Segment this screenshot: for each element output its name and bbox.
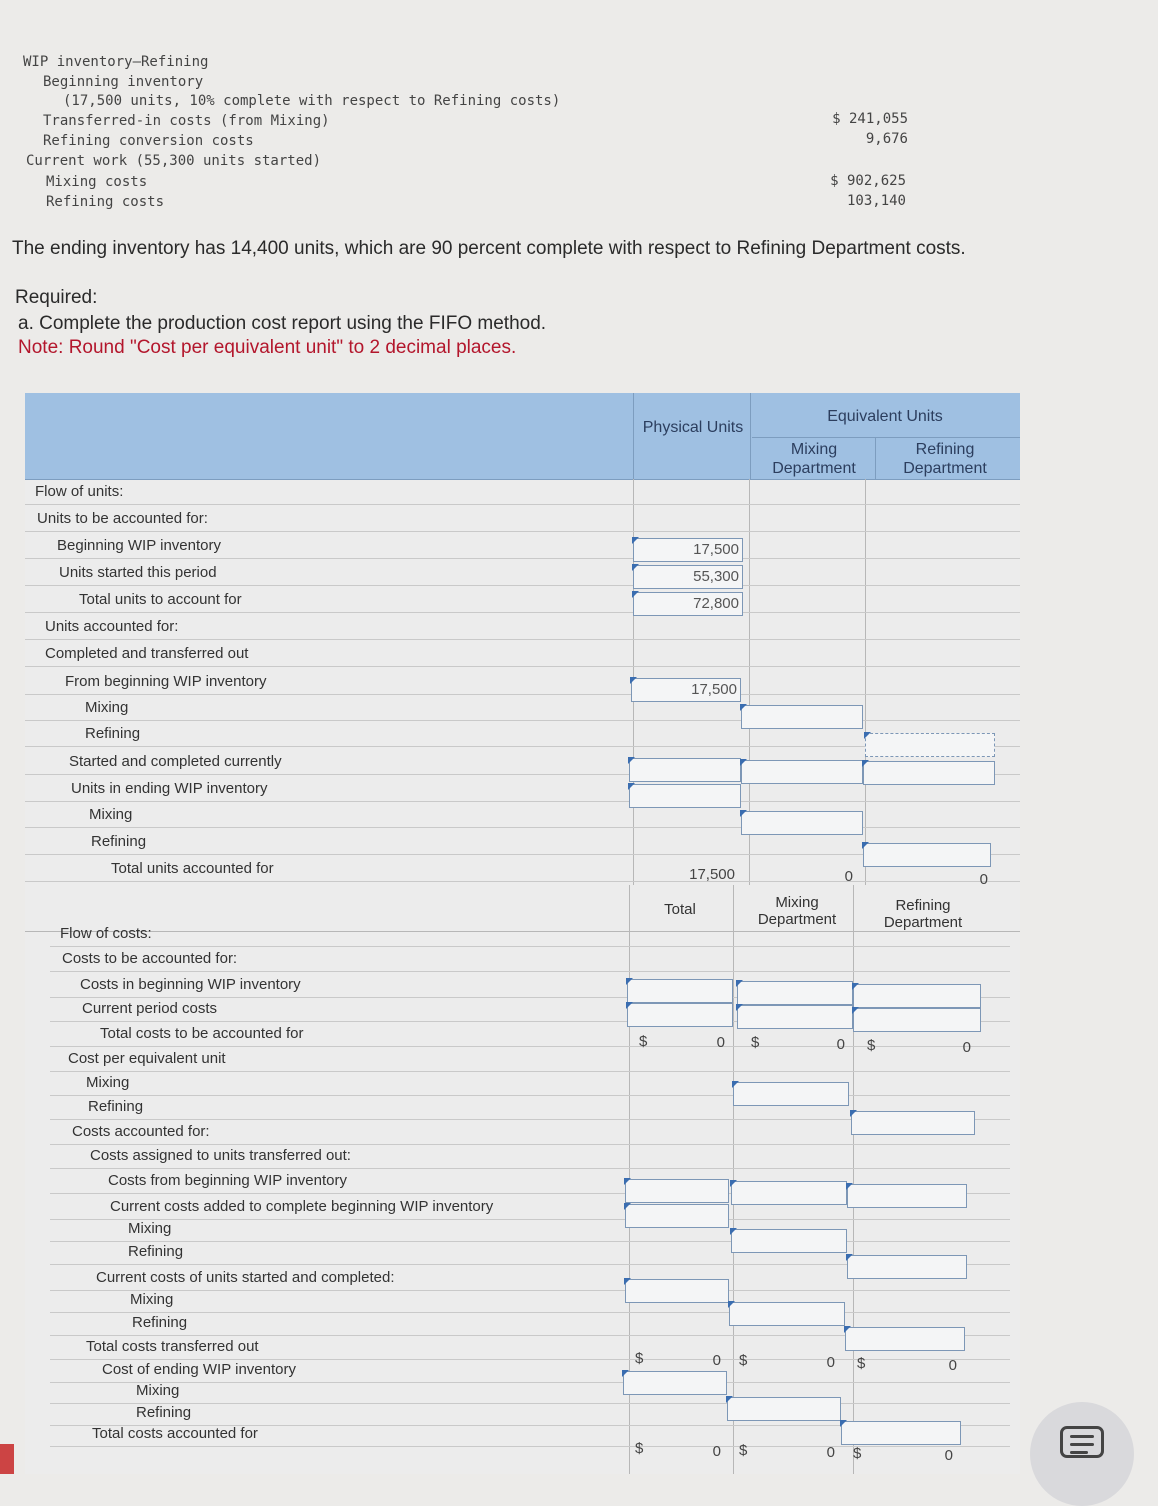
mixing-costs-value: $ 902,625 <box>830 173 906 189</box>
chat-icon[interactable] <box>1030 1402 1134 1506</box>
problem-title: WIP inventory—Refining <box>23 54 209 70</box>
costs-started-completed-label: Current costs of units started and completed: <box>96 1269 395 1286</box>
costs-to-be-accounted-label: Costs to be accounted for: <box>62 950 238 967</box>
mixing-label: Mixing <box>85 699 129 716</box>
production-cost-report <box>25 393 1020 1474</box>
units-started-label: Units started this period <box>59 564 217 581</box>
required-note: Note: Round "Cost per equivalent unit" to 2 decimal places. <box>18 337 517 358</box>
total-costs-accounted-label: Total costs accounted for <box>92 1425 258 1442</box>
current-work-label: Current work (55,300 units started) <box>26 153 322 169</box>
costs-total-header: Total <box>664 901 696 918</box>
total-cost-mixing-value: 0 <box>836 1036 845 1053</box>
flow-of-costs-label: Flow of costs: <box>60 925 152 942</box>
total-physical-units-value: 17,500 <box>689 866 735 883</box>
cpeu-refining-input[interactable] <box>851 1111 975 1135</box>
from-beginning-wip-label: From beginning WIP inventory <box>65 673 267 690</box>
mixing-dept-header: Mixing Department <box>772 441 856 477</box>
from-beginning-wip-units-input[interactable]: 17,500 <box>631 678 741 702</box>
total-refining-eu-value: 0 <box>979 871 988 888</box>
costs-from-beginning-label: Costs from beginning WIP inventory <box>108 1172 347 1189</box>
completed-transferred-label: Completed and transferred out <box>45 645 249 662</box>
costs-mixing-header: Mixing Department <box>757 894 837 928</box>
costs-refining-header: Refining Department <box>883 897 963 931</box>
added-mixing-input[interactable] <box>731 1229 847 1253</box>
total-units-to-account-input[interactable]: 72,800 <box>633 592 743 616</box>
total-costs-to-account-label: Total costs to be accounted for <box>100 1025 304 1042</box>
beg-wip-total-cost-input[interactable] <box>627 979 733 1003</box>
cpeu-mixing-input[interactable] <box>733 1082 849 1106</box>
ewip-refining-label: Refining <box>136 1404 192 1421</box>
sc-refining-label: Refining <box>132 1314 188 1331</box>
transferred-mixing-value: 0 <box>826 1354 835 1371</box>
units-started-input[interactable]: 55,300 <box>633 565 743 589</box>
refining-cost-dollar: $ <box>867 1037 876 1054</box>
refining-costs-value: 103,140 <box>846 193 906 209</box>
current-costs-added-label: Current costs added to complete beginning WIP inventory <box>110 1198 494 1215</box>
accounted-refining-dollar: $ <box>853 1445 862 1462</box>
ending-refining-label: Refining <box>91 833 147 850</box>
transferred-refining-dollar: $ <box>857 1355 866 1372</box>
mixing-eu-from-beginning-input[interactable] <box>741 705 863 729</box>
corner-marker <box>0 1444 14 1474</box>
added-refining-input[interactable] <box>847 1255 967 1279</box>
ending-inventory-text: The ending inventory has 14,400 units, which are 90 percent complete with respect to Refining Department costs. <box>12 238 966 259</box>
started-completed-units-input[interactable] <box>629 758 741 782</box>
units-accounted-for-label: Units accounted for: <box>45 618 179 635</box>
ending-mixing-label: Mixing <box>89 806 133 823</box>
started-completed-label: Started and completed currently <box>69 753 282 770</box>
units-ending-wip-label: Units in ending WIP inventory <box>71 780 268 797</box>
required-part-a: a. Complete the production cost report using the FIFO method. <box>18 313 547 334</box>
refining-eu-from-beginning-input[interactable] <box>865 733 995 757</box>
ending-wip-total-input[interactable] <box>623 1371 727 1395</box>
current-period-costs-label: Current period costs <box>82 1000 218 1017</box>
physical-units-header: Physical Units <box>642 419 744 436</box>
cpeu-mixing-label: Mixing <box>86 1074 130 1091</box>
ending-wip-units-input[interactable] <box>629 784 741 808</box>
costs-beginning-wip-label: Costs in beginning WIP inventory <box>80 976 301 993</box>
added-mixing-label: Mixing <box>128 1220 172 1237</box>
sc-refining-input[interactable] <box>845 1327 965 1351</box>
total-units-to-account-label: Total units to account for <box>79 591 242 608</box>
added-total-input[interactable] <box>625 1204 729 1228</box>
refining-conv-value: 9,676 <box>865 131 908 147</box>
transferred-in-value: $ 241,055 <box>832 111 908 127</box>
mixing-costs-label: Mixing costs <box>46 174 148 190</box>
accounted-total-dollar: $ <box>635 1440 644 1457</box>
total-units-accounted-label: Total units accounted for <box>111 860 274 877</box>
accounted-refining-value: 0 <box>944 1447 953 1464</box>
sc-mixing-input[interactable] <box>729 1302 845 1326</box>
accounted-total-value: 0 <box>712 1443 721 1460</box>
started-completed-refining-input[interactable] <box>863 761 995 785</box>
cost-per-eu-label: Cost per equivalent unit <box>68 1050 226 1067</box>
transferred-in-label: Transferred-in costs (from Mixing) <box>43 113 330 129</box>
ending-wip-mixing-cost-input[interactable] <box>727 1397 841 1421</box>
refining-conv-label: Refining conversion costs <box>43 133 254 149</box>
transferred-mixing-dollar: $ <box>739 1352 748 1369</box>
ending-wip-mixing-input[interactable] <box>741 811 863 835</box>
added-refining-label: Refining <box>128 1243 184 1260</box>
costs-accounted-for-label: Costs accounted for: <box>72 1123 210 1140</box>
accounted-mixing-dollar: $ <box>739 1442 748 1459</box>
transferred-refining-value: 0 <box>948 1357 957 1374</box>
current-refining-cost-input[interactable] <box>853 1008 981 1032</box>
transferred-total-value: 0 <box>712 1352 721 1369</box>
equivalent-units-header: Equivalent Units <box>827 408 943 425</box>
sc-mixing-label: Mixing <box>130 1291 174 1308</box>
beginning-wip-units-input[interactable]: 17,500 <box>633 538 743 562</box>
sc-total-input[interactable] <box>625 1279 729 1303</box>
units-to-be-accounted-label: Units to be accounted for: <box>37 510 208 527</box>
costs-assigned-label: Costs assigned to units transferred out: <box>90 1147 351 1164</box>
cpeu-refining-label: Refining <box>88 1098 144 1115</box>
current-total-cost-input[interactable] <box>627 1003 733 1027</box>
mixing-cost-dollar: $ <box>751 1034 760 1051</box>
flow-of-units-label: Flow of units: <box>35 483 124 500</box>
ending-wip-refining-input[interactable] <box>863 843 991 867</box>
beg-inv-label: Beginning inventory <box>43 74 204 90</box>
from-beg-refining-input[interactable] <box>847 1184 967 1208</box>
total-costs-transferred-label: Total costs transferred out <box>86 1338 259 1355</box>
refining-label: Refining <box>85 725 141 742</box>
from-beg-total-input[interactable] <box>625 1179 729 1203</box>
refining-dept-header: Refining Department <box>903 441 987 477</box>
report-header <box>25 393 1020 480</box>
beg-wip-mixing-cost-input[interactable] <box>737 981 853 1005</box>
ewip-mixing-label: Mixing <box>136 1382 180 1399</box>
current-mixing-cost-input[interactable] <box>737 1005 853 1029</box>
beginning-wip-label: Beginning WIP inventory <box>57 537 221 554</box>
required-label: Required: <box>15 287 98 308</box>
total-cost-total-value: 0 <box>716 1034 725 1051</box>
total-cost-dollar: $ <box>639 1033 648 1050</box>
total-cost-refining-value: 0 <box>962 1039 971 1056</box>
accounted-mixing-value: 0 <box>826 1444 835 1461</box>
transferred-total-dollar: $ <box>635 1350 644 1367</box>
beg-wip-refining-cost-input[interactable] <box>853 984 981 1008</box>
total-mixing-eu-value: 0 <box>844 868 853 885</box>
cost-ending-wip-label: Cost of ending WIP inventory <box>102 1361 296 1378</box>
beg-inv-detail: (17,500 units, 10% complete with respect to Refining costs) <box>63 93 561 109</box>
refining-costs-label: Refining costs <box>46 194 165 210</box>
started-completed-mixing-input[interactable] <box>741 760 863 784</box>
from-beg-mixing-input[interactable] <box>731 1181 847 1205</box>
